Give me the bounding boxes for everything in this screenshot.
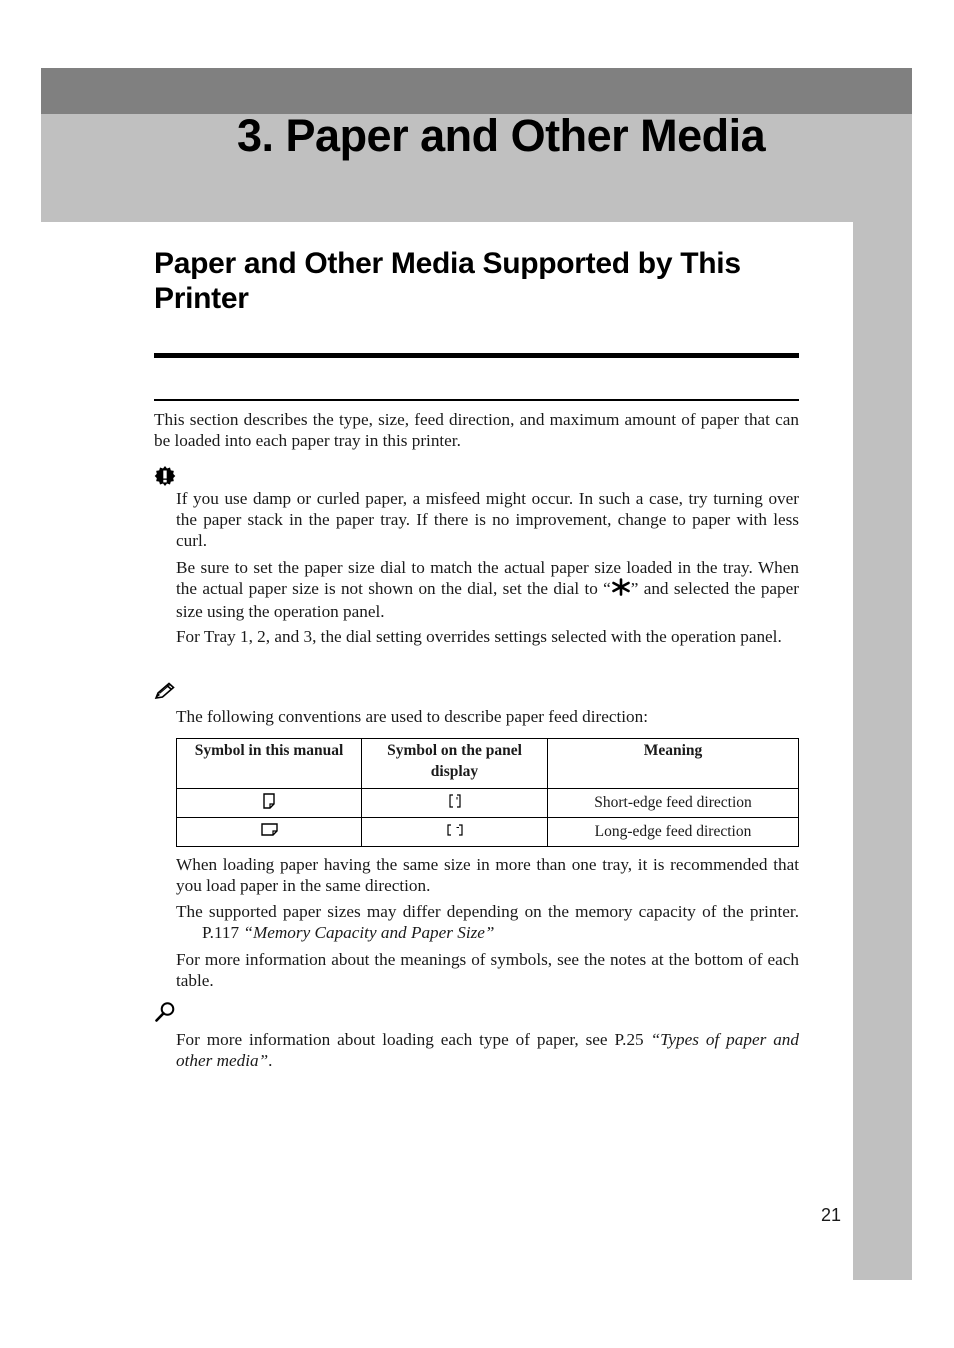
- chapter-title: 3. Paper and Other Media: [237, 110, 766, 161]
- note-item: When loading paper having the same size in more than one tray, it is recommended that you load paper in the same direction.: [176, 855, 799, 895]
- table-cell: Short-edge feed direction: [548, 789, 799, 818]
- table-cell: [362, 789, 548, 818]
- important-item: For Tray 1, 2, and 3, the dial setting overrides settings selected with the operation panel.: [176, 627, 782, 646]
- header-band-dark: [41, 68, 912, 114]
- landscape-bracket-icon: [447, 823, 463, 840]
- section-rule-thick: [154, 353, 799, 358]
- cross-reference-arrow-icon: [176, 922, 202, 943]
- note-item: For more information about the meanings of symbols, see the notes at the bottom of each table.: [176, 950, 799, 990]
- section-rule-thin: [154, 399, 799, 401]
- table-header-cell: Symbol on the panel display: [362, 739, 548, 789]
- table-header-cell: Symbol in this manual: [177, 739, 362, 789]
- table-cell: [177, 818, 362, 847]
- landscape-page-icon: [261, 823, 278, 840]
- section-title: Paper and Other Media Supported by This Printer: [154, 247, 741, 315]
- table-row: [177, 818, 799, 847]
- portrait-page-icon: [263, 796, 275, 813]
- feed-direction-table: [176, 738, 799, 847]
- important-item: Be sure to set the paper size dial to match the actual paper size loaded in the tray. When the actual paper size is not shown on the dial, set the dial to “ ” and selected the paper size using the operation panel.: [176, 558, 799, 621]
- side-thumb-strip: [853, 222, 912, 1280]
- important-icon: [154, 465, 176, 492]
- reference-magnifier-icon: [154, 1001, 176, 1028]
- note-item: The supported paper sizes may differ depending on the memory capacity of the printer.P.117 “Memory Capacity and Paper Size”: [176, 902, 799, 942]
- page-number: 21: [821, 1205, 842, 1225]
- table-header-cell: Meaning: [548, 739, 799, 789]
- table-cell: Long-edge feed direction: [548, 818, 799, 847]
- intro-paragraph: This section describes the type, size, feed direction, and maximum amount of paper that can be loaded into each paper tray in this printer.: [154, 410, 799, 450]
- important-item: If you use damp or curled paper, a misfeed might occur. In such a case, try turning over the paper stack in the paper tray. If there is no improvement, change to paper with less curl.: [176, 489, 799, 550]
- asterisk-symbol: [611, 578, 631, 601]
- table-header-row: [177, 739, 799, 789]
- note-pencil-icon: [154, 682, 176, 705]
- table-cell: [362, 818, 548, 847]
- table-cell: [177, 789, 362, 818]
- table-row: [177, 789, 799, 818]
- note-lead: The following conventions are used to describe paper feed direction:: [176, 707, 649, 726]
- portrait-bracket-icon: [449, 795, 461, 812]
- reference-paragraph: For more information about loading each type of paper, see P.25 “Types of paper and other media”.: [176, 1030, 799, 1070]
